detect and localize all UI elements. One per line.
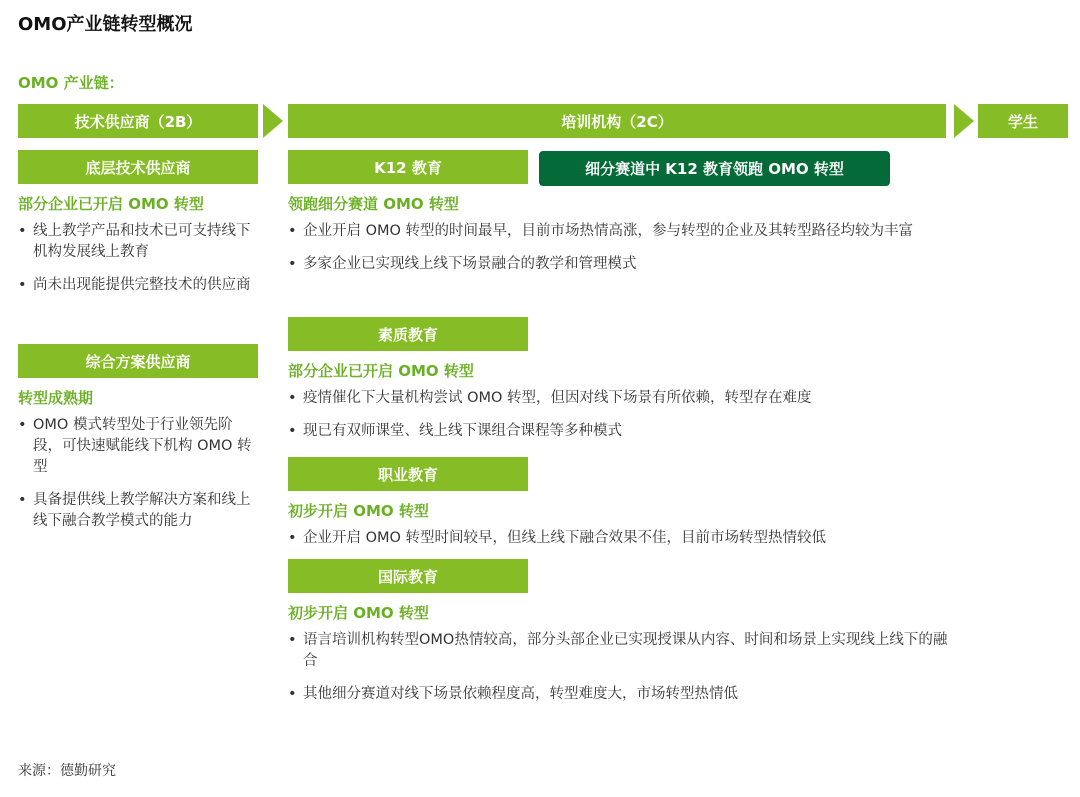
section-header-quality: 素质教育 bbox=[288, 317, 528, 351]
chain-label: OMO 产业链： bbox=[18, 74, 124, 92]
list-item: • 语言培训机构转型OMO热情较高，部分头部企业已实现授课从内容、时间和场景上实现线上线下的融合 bbox=[288, 630, 948, 672]
page-title: OMO产业链转型概况 bbox=[18, 14, 193, 35]
bullet-list bbox=[288, 388, 948, 454]
source-note: 来源：德勤研究 bbox=[18, 763, 116, 779]
list-item: • 现已有双师课堂、线上线下课组合课程等多种模式 bbox=[288, 421, 948, 442]
status-label: 领跑细分赛道 OMO 转型 bbox=[288, 195, 459, 213]
section-header-solutions: 综合方案供应商 bbox=[18, 344, 258, 378]
band-2b: 技术供应商（2B） bbox=[18, 104, 258, 138]
status-label: 转型成熟期 bbox=[18, 389, 94, 407]
bullet-list bbox=[288, 528, 948, 561]
list-item: • 企业开启 OMO 转型时间较早，但线上线下融合效果不佳，目前市场转型热情较低 bbox=[288, 528, 948, 549]
section-header-base-tech: 底层技术供应商 bbox=[18, 150, 258, 184]
list-item: • 尚未出现能提供完整技术的供应商 bbox=[18, 275, 258, 296]
list-item: • 企业开启 OMO 转型的时间最早，目前市场热情高涨，参与转型的企业及其转型路径均较为丰富 bbox=[288, 221, 948, 242]
list-item: • 具备提供线上教学解决方案和线上线下融合教学模式的能力 bbox=[18, 490, 252, 532]
band-student: 学生 bbox=[978, 104, 1068, 138]
list-item: • 线上教学产品和技术已可支持线下机构发展线上教育 bbox=[18, 221, 258, 263]
section-header-international: 国际教育 bbox=[288, 559, 528, 593]
list-item: • 疫情催化下大量机构尝试 OMO 转型，但因对线下场景有所依赖，转型存在难度 bbox=[288, 388, 948, 409]
bullet-list bbox=[288, 630, 948, 717]
status-label: 初步开启 OMO 转型 bbox=[288, 502, 429, 520]
status-label: 初步开启 OMO 转型 bbox=[288, 604, 429, 622]
section-header-vocational: 职业教育 bbox=[288, 457, 528, 491]
highlight-badge: 细分赛道中 K12 教育领跑 OMO 转型 bbox=[539, 151, 890, 186]
list-item: • 多家企业已实现线上线下场景融合的教学和管理模式 bbox=[288, 254, 948, 275]
bullet-list bbox=[18, 221, 258, 308]
list-item: • 其他细分赛道对线下场景依赖程度高，转型难度大，市场转型热情低 bbox=[288, 684, 948, 705]
status-label: 部分企业已开启 OMO 转型 bbox=[288, 362, 474, 380]
status-label: 部分企业已开启 OMO 转型 bbox=[18, 195, 204, 213]
bullet-list bbox=[288, 221, 948, 287]
bullet-list bbox=[18, 415, 252, 544]
list-item: • OMO 模式转型处于行业领先阶段，可快速赋能线下机构 OMO 转型 bbox=[18, 415, 252, 478]
chevron-right-icon bbox=[263, 104, 283, 138]
section-header-k12: K12 教育 bbox=[288, 150, 528, 184]
band-2c: 培训机构（2C） bbox=[288, 104, 946, 138]
chevron-right-icon bbox=[954, 104, 974, 138]
